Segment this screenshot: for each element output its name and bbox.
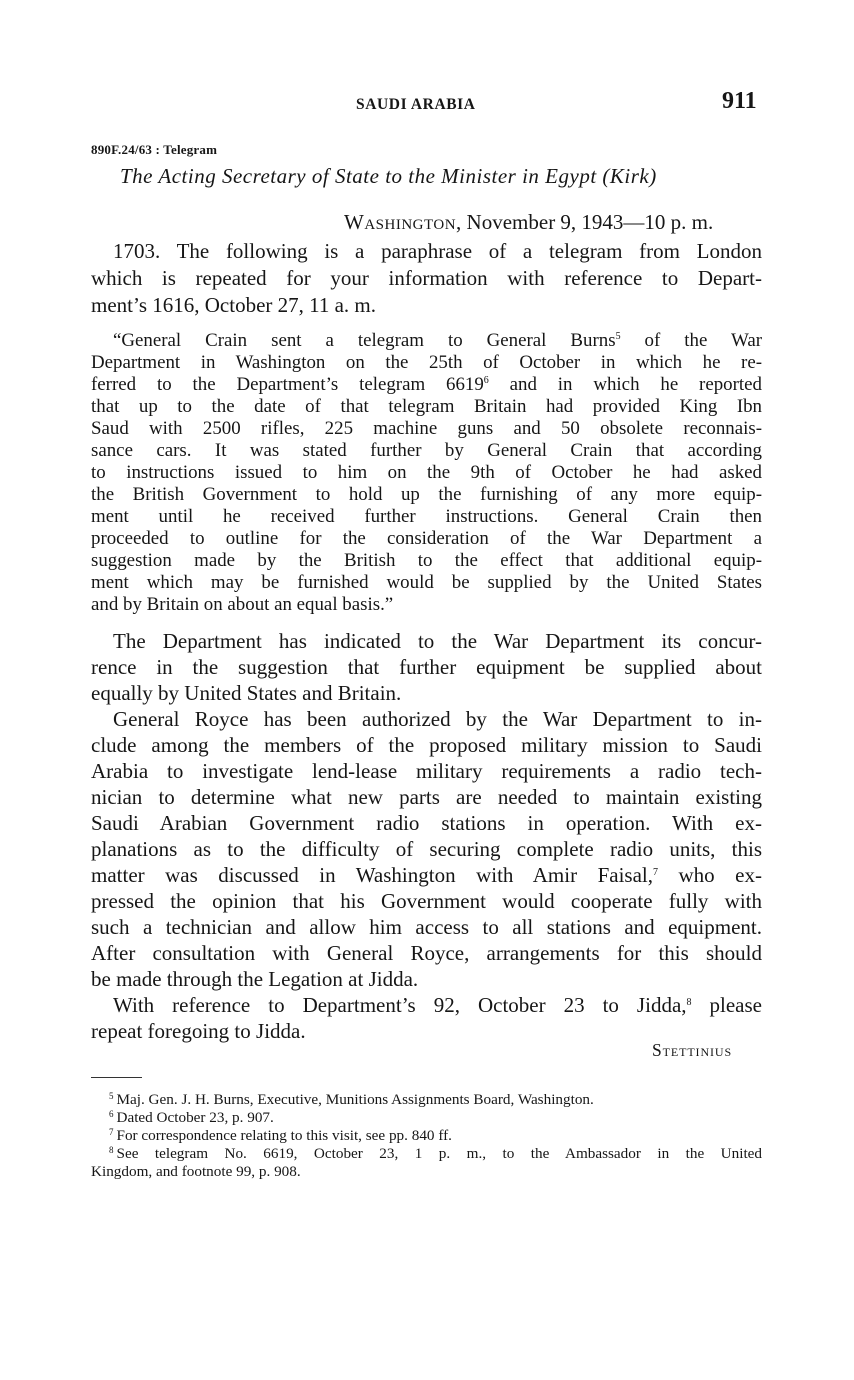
footnote-text: See telegram No. 6619, October 23, 1 p. m., to the Ambassador in the United <box>116 1145 762 1162</box>
paragraph-1-line: ment’s 1616, October 27, 11 a. m. <box>91 293 377 317</box>
paragraph-4-text: With reference to Department’s 92, October 23 to Jidda, <box>113 993 687 1017</box>
footnote-marker: 8 <box>109 1144 114 1155</box>
dateline-place: Washington <box>344 210 457 234</box>
paragraph-1-line: 1703. The following is a paraphrase of a telegram from London <box>113 239 762 263</box>
footnote-8-continued: Kingdom, and footnote 99, p. 908. <box>91 1163 301 1180</box>
footnote-ref-7: 7 <box>653 867 658 878</box>
quote-line: Saud with 2500 rifles, 225 machine guns and 50 obsolete reconnais- <box>91 418 762 439</box>
quote-line: proceeded to outline for the consideration of the War Department a <box>91 528 762 549</box>
footnote-divider <box>91 1077 142 1078</box>
paragraph-3-line: nician to determine what new parts are needed to maintain existing <box>91 785 762 809</box>
paragraph-4-line <box>91 992 762 1018</box>
quote-line: the British Government to hold up the furnishing of any more equip- <box>91 484 762 505</box>
quote-text: ferred to the Department’s telegram 6619 <box>91 374 484 395</box>
paragraph-4-text: please <box>691 993 762 1017</box>
footnote-text: Dated October 23, p. 907. <box>116 1109 274 1126</box>
footnote-text: For correspondence relating to this visit, see pp. 840 ff. <box>116 1127 452 1144</box>
paragraph-3-text: matter was discussed in Washington with Amir Faisal, <box>91 863 653 887</box>
footnote-marker: 5 <box>109 1090 114 1101</box>
file-reference: 890F.24/63 : Telegram <box>91 142 218 157</box>
quote-text: and in which he reported <box>488 374 762 395</box>
paragraph-3-line: planations as to the difficulty of securing complete radio units, this <box>91 837 762 861</box>
quote-line <box>91 374 762 396</box>
paragraph-3-line: such a technician and allow him access to all stations and equipment. <box>91 915 762 939</box>
quote-line: Department in Washington on the 25th of October in which he re- <box>91 352 762 373</box>
footnote-ref-8: 8 <box>686 997 692 1008</box>
footnote-text: Maj. Gen. J. H. Burns, Executive, Munitions Assignments Board, Washington. <box>116 1091 594 1108</box>
paragraph-3-line: be made through the Legation at Jidda. <box>91 967 419 991</box>
paragraph-3-line: Arabia to investigate lend-lease military requirements a radio tech- <box>91 759 762 783</box>
footnote-8 <box>91 1145 762 1163</box>
paragraph-2-line: rence in the suggestion that further equipment be supplied about <box>91 655 762 679</box>
quote-line: suggestion made by the British to the effect that additional equip- <box>91 550 762 571</box>
footnote-ref-6: 6 <box>483 375 489 386</box>
paragraph-3-line: Saudi Arabian Government radio stations in operation. With ex- <box>91 811 762 835</box>
quote-text: “General Crain sent a telegram to General Burns <box>113 330 616 351</box>
paragraph-2-line: equally by United States and Britain. <box>91 681 402 705</box>
quote-line <box>91 330 762 352</box>
quote-line: and by Britain on about an equal basis.” <box>91 594 394 615</box>
page-number: 911 <box>722 88 757 114</box>
paragraph-4-line: repeat foregoing to Jidda. <box>91 1019 306 1043</box>
quote-line: that up to the date of that telegram Britain had provided King Ibn <box>91 396 762 417</box>
footnote-ref-5: 5 <box>615 331 621 342</box>
signature: Stettinius <box>652 1040 733 1060</box>
footnote-5 <box>91 1091 762 1109</box>
paragraph-2-line: The Department has indicated to the War Department its concur- <box>113 629 762 653</box>
dateline <box>344 210 713 235</box>
footnote-marker: 6 <box>109 1108 114 1119</box>
quote-line: sance cars. It was stated further by General Crain that according <box>91 440 762 461</box>
paragraph-3-text: who ex- <box>658 863 762 887</box>
quote-line: ment which may be furnished would be supplied by the United States <box>91 572 762 593</box>
quote-line: to instructions issued to him on the 9th of October he had asked <box>91 462 762 483</box>
footnote-marker: 7 <box>109 1126 114 1137</box>
running-head: SAUDI ARABIA <box>356 96 476 113</box>
quote-text: of the War <box>620 330 762 351</box>
footnote-7 <box>91 1127 762 1145</box>
document-title: The Acting Secretary of State to the Minister in Egypt (Kirk) <box>120 164 657 188</box>
paragraph-3-line <box>91 862 762 888</box>
paragraph-3-line: After consultation with General Royce, arrangements for this should <box>91 941 762 965</box>
paragraph-3-line: General Royce has been authorized by the War Department to in- <box>113 707 762 731</box>
paragraph-1-line: which is repeated for your information with reference to Depart- <box>91 266 762 290</box>
paragraph-3-line: pressed the opinion that his Government would cooperate fully with <box>91 889 762 913</box>
paragraph-3-line: clude among the members of the proposed military mission to Saudi <box>91 733 762 757</box>
quote-line: ment until he received further instructions. General Crain then <box>91 506 762 527</box>
dateline-date: , November 9, 1943—10 p. m. <box>456 210 714 234</box>
footnote-6 <box>91 1109 762 1127</box>
